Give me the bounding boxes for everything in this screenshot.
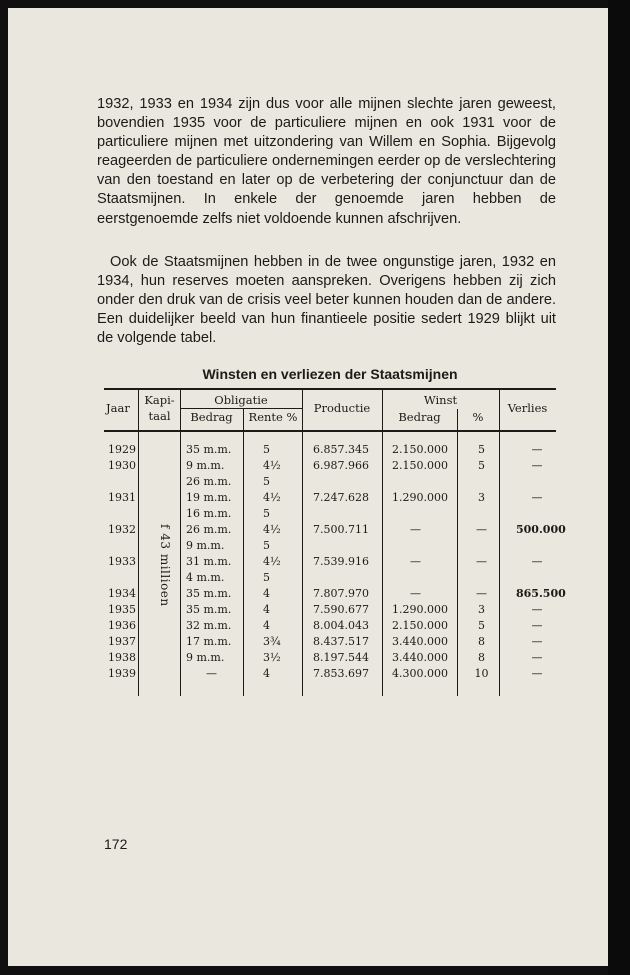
cell-rente: 5 [263, 539, 270, 552]
cell-rente: 4½ [263, 491, 281, 504]
cell-verlies: — [531, 459, 543, 472]
cell-jaar: 1930 [108, 459, 136, 472]
cell-winst: 2.150.000 [392, 619, 448, 632]
cell-rente: 4½ [263, 555, 281, 568]
cell-verlies: — [531, 443, 543, 456]
cell-winst: 2.150.000 [392, 443, 448, 456]
header-kapitaal-1: Kapi- [144, 393, 175, 407]
cell-bedrag: 19 m.m. [186, 491, 232, 504]
cell-bedrag: 26 m.m. [186, 523, 232, 536]
cell-rente: 4½ [263, 459, 281, 472]
cell-verlies: — [531, 635, 543, 648]
cell-bedrag: 32 m.m. [186, 619, 232, 632]
cell-bedrag: 17 m.m. [186, 635, 232, 648]
cell-rente: 3½ [263, 651, 281, 664]
cell-winst: 3.440.000 [392, 651, 448, 664]
cell-pct: 8 [478, 651, 485, 664]
cell-pct: 10 [474, 667, 489, 680]
cell-winst: — [410, 587, 421, 600]
table-title: Winsten en verliezen der Staatsmijnen [202, 366, 458, 382]
cell-pct: — [476, 523, 487, 536]
cell-bedrag: 9 m.m. [186, 651, 225, 664]
cell-jaar: 1933 [108, 555, 136, 568]
cell-bedrag: 16 m.m. [186, 507, 232, 520]
cell-productie: 8.197.544 [313, 651, 369, 664]
cell-verlies: — [531, 667, 543, 680]
cell-winst: 4.300.000 [392, 667, 448, 680]
cell-pct: — [476, 555, 487, 568]
header-rente: Rente % [248, 410, 298, 424]
cell-jaar: 1937 [108, 635, 136, 648]
scan-edge [608, 0, 630, 975]
cell-verlies: 500.000 [516, 523, 566, 536]
cell-productie: 7.500.711 [313, 523, 369, 536]
cell-jaar: 1938 [108, 651, 136, 664]
cell-verlies: — [531, 651, 543, 664]
cell-verlies: 865.500 [516, 587, 566, 600]
cell-jaar: 1939 [108, 667, 136, 680]
cell-winst: — [410, 523, 421, 536]
cell-bedrag: 9 m.m. [186, 459, 225, 472]
cell-productie: 6.987.966 [313, 459, 369, 472]
cell-jaar: 1934 [108, 587, 136, 600]
cell-jaar: 1929 [108, 443, 136, 456]
cell-productie: 7.590.677 [313, 603, 369, 616]
cell-verlies: — [531, 491, 543, 504]
cell-pct: 5 [478, 443, 485, 456]
cell-winst: 3.440.000 [392, 635, 448, 648]
cell-jaar: 1936 [108, 619, 136, 632]
cell-bedrag: 4 m.m. [186, 571, 225, 584]
cell-bedrag: 35 m.m. [186, 587, 232, 600]
obligatie-subrule [180, 408, 302, 409]
cell-jaar: 1932 [108, 523, 136, 536]
paragraph-1: 1932, 1933 en 1934 zijn dus voor alle mijnen slechte jaren geweest, bovendien 1935 voor de particuliere mijnen en ook 1931 voor de particuliere mijnen met uitzondering van Willem en Sophia. Bijgevolg reageerden de particuliere ondernemingen eerder op de verslechtering van den toestand en later op de verbetering der conjunctuur dan de Staatsmijnen. In enkele der genoemde jaren hebben de eerstgenoemde zelfs niet voldoende kunnen afschrijven. [97, 96, 556, 227]
cell-bedrag: 26 m.m. [186, 475, 232, 488]
cell-rente: 3¾ [263, 635, 281, 648]
paragraph-2: Ook de Staatsmijnen hebben in de twee ongunstige jaren, 1932 en 1934, hun reserves moeten aanspreken. Overigens hebben zij zich onder den druk van de crisis veel beter kunnen houden dan de andere. Een duidelijker beeld van hun finantieele positie sedert 1929 blijkt uit de volgende tabel. [97, 254, 556, 347]
cell-jaar: 1931 [108, 491, 136, 504]
col-rule-7 [499, 390, 500, 696]
cell-productie: 7.807.970 [313, 587, 369, 600]
cell-rente: 5 [263, 443, 270, 456]
cell-pct: — [476, 587, 487, 600]
col-rule-1 [138, 390, 139, 696]
cell-pct: 8 [478, 635, 485, 648]
cell-verlies: — [531, 603, 543, 616]
cell-rente: 5 [263, 571, 270, 584]
cell-rente: 5 [263, 507, 270, 520]
cell-rente: 4 [263, 667, 270, 680]
header-winst-pct: % [472, 410, 484, 424]
table-top-rule [104, 388, 556, 390]
cell-winst: — [410, 555, 421, 568]
header-winst: Winst [423, 393, 458, 407]
cell-productie: 7.853.697 [313, 667, 369, 680]
cell-productie: 8.437.517 [313, 635, 369, 648]
cell-pct: 5 [478, 619, 485, 632]
cell-winst: 1.290.000 [392, 491, 448, 504]
header-jaar: Jaar [106, 401, 130, 415]
header-winst-bedrag: Bedrag [398, 410, 441, 424]
header-productie: Productie [313, 401, 371, 415]
header-obligatie: Obligatie [214, 393, 268, 407]
cell-verlies: — [531, 619, 543, 632]
cell-bedrag: 9 m.m. [186, 539, 225, 552]
kapitaal-value: f 43 millioen [158, 524, 172, 607]
cell-bedrag: 31 m.m. [186, 555, 232, 568]
cell-jaar: 1935 [108, 603, 136, 616]
cell-pct: 3 [478, 603, 485, 616]
header-bedrag: Bedrag [190, 410, 233, 424]
cell-rente: 4 [263, 619, 270, 632]
col-rule-5 [382, 390, 383, 696]
cell-productie: 6.857.345 [313, 443, 369, 456]
cell-productie: 7.539.916 [313, 555, 369, 568]
cell-rente: 5 [263, 475, 270, 488]
cell-bedrag: — [206, 667, 217, 680]
header-verlies: Verlies [507, 401, 548, 415]
cell-productie: 8.004.043 [313, 619, 369, 632]
cell-rente: 4½ [263, 523, 281, 536]
col-rule-4 [302, 390, 303, 696]
cell-rente: 4 [263, 587, 270, 600]
cell-verlies: — [531, 555, 543, 568]
cell-pct: 5 [478, 459, 485, 472]
cell-winst: 2.150.000 [392, 459, 448, 472]
cell-pct: 3 [478, 491, 485, 504]
page-number: 172 [104, 836, 128, 852]
col-rule-3 [243, 409, 244, 696]
col-rule-2 [180, 390, 181, 696]
cell-bedrag: 35 m.m. [186, 603, 232, 616]
cell-productie: 7.247.628 [313, 491, 369, 504]
table-header-rule [104, 430, 556, 432]
cell-winst: 1.290.000 [392, 603, 448, 616]
cell-rente: 4 [263, 603, 270, 616]
cell-bedrag: 35 m.m. [186, 443, 232, 456]
header-kapitaal-2: taal [148, 409, 171, 423]
